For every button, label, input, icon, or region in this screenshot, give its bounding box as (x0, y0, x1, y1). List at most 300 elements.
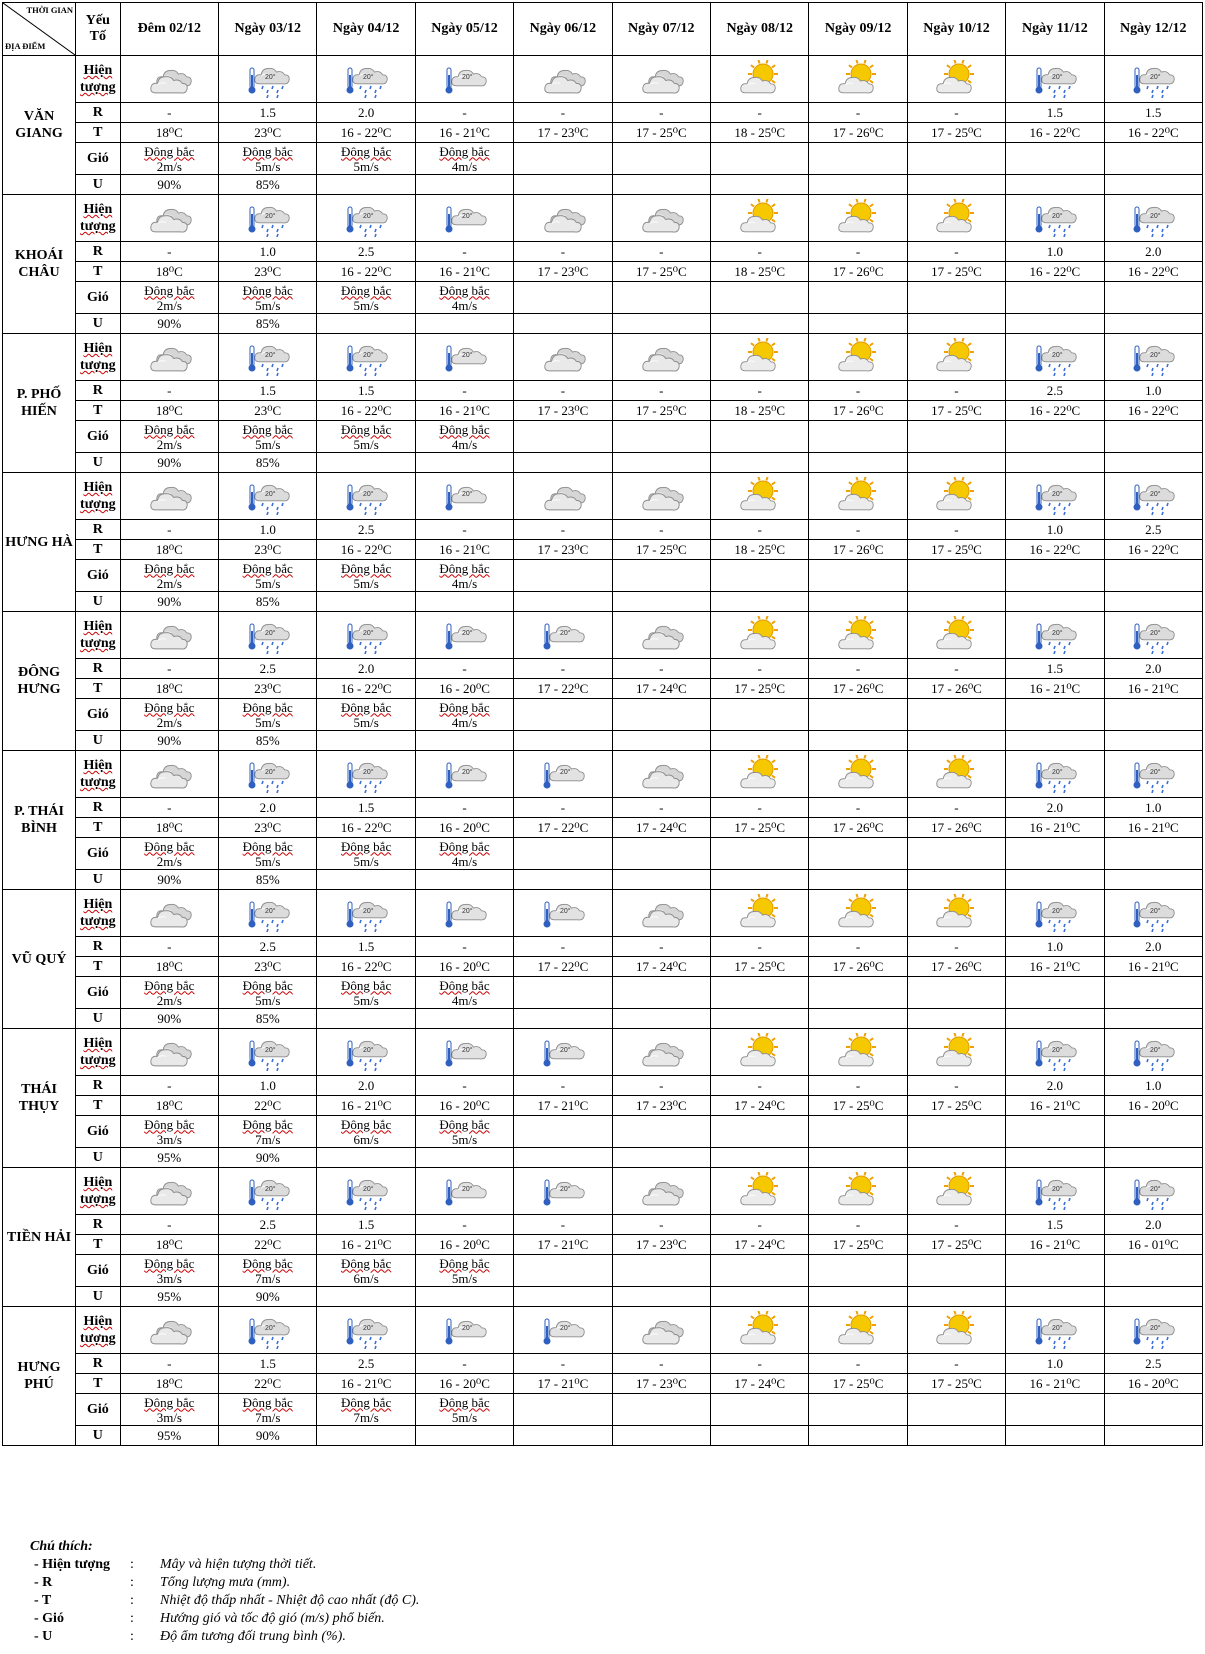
wind-speed: 5m/s (353, 297, 379, 313)
humidity-value (514, 731, 612, 751)
factor-label-wind: Gió (76, 1116, 121, 1148)
weather-cell (1006, 56, 1104, 103)
weather-cell (1006, 1029, 1104, 1076)
weather-cell (514, 751, 612, 798)
wind-value (219, 977, 317, 1009)
wind-speed: 3m/s (156, 1409, 182, 1425)
weather-cell (415, 56, 513, 103)
wind-direction: Đông bắc (341, 977, 392, 993)
rain-value: - (809, 381, 907, 401)
temperature-value: 16 - 21⁰C (1104, 679, 1202, 699)
location-row-temperature (3, 1374, 1203, 1394)
location-row-humidity (3, 731, 1203, 751)
date-header: Ngày 09/12 (809, 3, 907, 56)
svg-text:20°: 20° (1150, 630, 1161, 637)
wind-value (514, 838, 612, 870)
location-row-rain (3, 1076, 1203, 1096)
wind-speed: 6m/s (353, 1270, 379, 1286)
rain-value: - (711, 1215, 809, 1235)
cloudy-icon (540, 477, 586, 515)
wind-speed: 4m/s (451, 575, 478, 591)
factor-label-humidity: U (76, 731, 121, 751)
weather-cell (514, 890, 612, 937)
thermometer-cloud-icon (442, 1033, 488, 1071)
weather-cell (907, 1168, 1005, 1215)
temperature-value: 17 - 26⁰C (809, 540, 907, 560)
temperature-value: 18⁰C (120, 957, 218, 977)
thermometer-cloud-icon (540, 1172, 586, 1210)
sun-cloud-icon (737, 616, 783, 654)
wind-value (711, 977, 809, 1009)
humidity-value (514, 453, 612, 473)
legend-item (30, 1592, 419, 1610)
factor-label-humidity: U (76, 314, 121, 334)
svg-text:20°: 20° (1051, 1325, 1063, 1332)
svg-text:20°: 20° (264, 1186, 276, 1193)
rain-value: 1.0 (1104, 1076, 1202, 1096)
humidity-value: 90% (120, 592, 218, 612)
wind-value (907, 1394, 1005, 1426)
rain-value: - (415, 242, 513, 262)
factor-label-wind: Gió (76, 421, 121, 453)
cloudy-icon (146, 1311, 192, 1349)
rain-value: 1.5 (317, 798, 415, 818)
svg-text:20°: 20° (559, 630, 571, 637)
sun-cloud-icon (835, 616, 881, 654)
rain-value: 1.0 (219, 242, 317, 262)
wind-value (1006, 560, 1104, 592)
wind-value (120, 421, 218, 453)
wind-speed: 4m/s (451, 436, 478, 452)
wind-direction: Đông bắc (144, 1394, 195, 1410)
weather-cell (415, 473, 513, 520)
wind-value (612, 838, 710, 870)
svg-text:20°: 20° (363, 213, 374, 220)
rain-value: - (711, 1354, 809, 1374)
svg-text:20°: 20° (363, 769, 374, 776)
svg-text:20°: 20° (264, 908, 276, 915)
svg-text:20°: 20° (264, 769, 276, 776)
wind-direction: Đông bắc (439, 1255, 490, 1271)
weather-cell (1104, 334, 1202, 381)
temperature-value: 17 - 24⁰C (612, 679, 710, 699)
rain-value: 2.0 (1104, 1215, 1202, 1235)
wind-value (612, 1255, 710, 1287)
rain-value: - (907, 381, 1005, 401)
temperature-value: 16 - 21⁰C (415, 123, 513, 143)
rain-value: - (809, 659, 907, 679)
weather-cell (514, 473, 612, 520)
wind-value (907, 143, 1005, 175)
rain-value: 2.5 (219, 659, 317, 679)
factor-label-temperature: T (76, 679, 121, 699)
rain-value: 2.5 (219, 937, 317, 957)
rain-value: - (120, 1076, 218, 1096)
humidity-value (415, 592, 513, 612)
humidity-value (1006, 314, 1104, 334)
wind-value (514, 1116, 612, 1148)
humidity-value (612, 314, 710, 334)
thermometer-cloud-icon (442, 894, 488, 932)
humidity-value: 95% (120, 1148, 218, 1168)
svg-text:20°: 20° (1051, 213, 1063, 220)
factor-label-temperature: T (76, 1096, 121, 1116)
thermometer-cloud-icon (540, 1311, 586, 1349)
weather-cell (809, 1029, 907, 1076)
rain-value: - (415, 520, 513, 540)
wind-value (809, 977, 907, 1009)
legend-key: - U (34, 1629, 53, 1644)
wind-value (612, 1116, 710, 1148)
temperature-value: 17 - 26⁰C (809, 679, 907, 699)
rain-value: - (514, 937, 612, 957)
temperature-value: 17 - 23⁰C (514, 262, 612, 282)
weather-cell (219, 334, 317, 381)
temperature-value: 16 - 21⁰C (415, 262, 513, 282)
sun-cloud-icon (933, 338, 979, 376)
svg-text:20°: 20° (1051, 1047, 1063, 1054)
humidity-value (612, 731, 710, 751)
rain-thermometer-icon (245, 616, 291, 654)
temperature-value: 17 - 23⁰C (612, 1096, 710, 1116)
rain-thermometer-icon (245, 477, 291, 515)
location-row-rain (3, 242, 1203, 262)
humidity-value (317, 314, 415, 334)
location-row-phenomenon (3, 1168, 1203, 1215)
temperature-value: 18⁰C (120, 540, 218, 560)
wind-direction: Đông bắc (144, 421, 195, 437)
humidity-value (1104, 1287, 1202, 1307)
humidity-value (1006, 1009, 1104, 1029)
humidity-value (809, 453, 907, 473)
wind-value (120, 282, 218, 314)
wind-value (514, 699, 612, 731)
humidity-value (711, 1148, 809, 1168)
location-row-phenomenon (3, 473, 1203, 520)
humidity-value (711, 870, 809, 890)
location-row-humidity (3, 314, 1203, 334)
rain-thermometer-icon (343, 338, 389, 376)
temperature-value: 16 - 21⁰C (317, 1096, 415, 1116)
rain-value: - (612, 1354, 710, 1374)
svg-text:20°: 20° (1150, 74, 1161, 81)
svg-text:20°: 20° (1150, 352, 1161, 359)
temperature-value: 17 - 25⁰C (907, 1235, 1005, 1255)
location-row-wind (3, 838, 1203, 870)
temperature-value: 18 - 25⁰C (711, 540, 809, 560)
temperature-value: 18⁰C (120, 679, 218, 699)
temperature-value: 16 - 22⁰C (317, 123, 415, 143)
humidity-value (317, 1426, 415, 1446)
date-header: Ngày 06/12 (514, 3, 612, 56)
weather-cell (907, 612, 1005, 659)
svg-text:20°: 20° (264, 491, 276, 498)
wind-value (219, 838, 317, 870)
weather-cell (317, 1168, 415, 1215)
humidity-value: 90% (120, 731, 218, 751)
wind-value (1104, 977, 1202, 1009)
wind-direction: Đông bắc (144, 143, 195, 159)
wind-speed: 2m/s (156, 853, 182, 869)
humidity-value (711, 453, 809, 473)
temperature-value: 17 - 25⁰C (711, 679, 809, 699)
humidity-value: 90% (120, 314, 218, 334)
svg-text:20°: 20° (1150, 1186, 1161, 1193)
rain-value: - (809, 798, 907, 818)
date-header: Đêm 02/12 (120, 3, 218, 56)
rain-thermometer-icon (1032, 1311, 1078, 1349)
wind-value (907, 1116, 1005, 1148)
rain-thermometer-icon (245, 1033, 291, 1071)
factor-label-rain: R (76, 1076, 121, 1096)
rain-thermometer-icon (1032, 1033, 1078, 1071)
factor-label-rain: R (76, 103, 121, 123)
factor-header: Yếu Tố (76, 3, 121, 56)
humidity-value (1104, 453, 1202, 473)
humidity-value (612, 870, 710, 890)
wind-value (317, 1394, 415, 1426)
sun-cloud-icon (933, 199, 979, 237)
sun-cloud-icon (835, 338, 881, 376)
sun-cloud-icon (835, 199, 881, 237)
wind-value (1006, 282, 1104, 314)
legend-separator: : (130, 1593, 134, 1608)
rain-value: - (907, 103, 1005, 123)
temperature-value: 17 - 25⁰C (711, 957, 809, 977)
rain-value: - (120, 242, 218, 262)
rain-value: - (514, 103, 612, 123)
weather-cell (612, 195, 710, 242)
wind-value (514, 977, 612, 1009)
weather-cell (907, 473, 1005, 520)
temperature-value: 17 - 26⁰C (809, 957, 907, 977)
weather-cell (317, 473, 415, 520)
wind-value (120, 560, 218, 592)
rain-value: 1.5 (1006, 659, 1104, 679)
cloudy-icon (146, 755, 192, 793)
legend-key: - R (34, 1575, 53, 1590)
wind-value (415, 560, 513, 592)
wind-value (612, 977, 710, 1009)
rain-value: 2.0 (317, 659, 415, 679)
wind-value (317, 1116, 415, 1148)
weather-cell (907, 1307, 1005, 1354)
temperature-value: 17 - 23⁰C (612, 1374, 710, 1394)
humidity-value (809, 314, 907, 334)
rain-value: - (514, 659, 612, 679)
rain-thermometer-icon (245, 755, 291, 793)
svg-text:20°: 20° (363, 908, 374, 915)
humidity-value (1006, 1426, 1104, 1446)
humidity-value (1104, 592, 1202, 612)
humidity-value (907, 1148, 1005, 1168)
wind-direction: Đông bắc (439, 143, 490, 159)
temperature-value: 17 - 25⁰C (907, 262, 1005, 282)
rain-thermometer-icon (1032, 60, 1078, 98)
humidity-value: 90% (219, 1148, 317, 1168)
humidity-value (415, 1287, 513, 1307)
factor-label-phenomenon: Hiện tượng (76, 195, 121, 242)
humidity-value (514, 1287, 612, 1307)
wind-speed: 5m/s (353, 714, 379, 730)
location-row-temperature (3, 1235, 1203, 1255)
wind-speed: 7m/s (255, 1270, 281, 1286)
wind-value (120, 1116, 218, 1148)
wind-direction: Đông bắc (341, 560, 392, 576)
cloudy-icon (146, 338, 192, 376)
humidity-value (415, 731, 513, 751)
rain-thermometer-icon (1130, 894, 1176, 932)
date-header: Ngày 11/12 (1006, 3, 1104, 56)
humidity-value (907, 314, 1005, 334)
cloudy-icon (638, 477, 684, 515)
rain-thermometer-icon (1130, 616, 1176, 654)
weather-cell (1006, 890, 1104, 937)
temperature-value: 16 - 22⁰C (317, 540, 415, 560)
legend-description: Nhiệt độ thấp nhất - Nhiệt độ cao nhất (độ C). (160, 1593, 420, 1608)
svg-text:20°: 20° (363, 630, 374, 637)
rain-value: - (809, 1215, 907, 1235)
location-row-humidity (3, 1287, 1203, 1307)
rain-thermometer-icon (245, 894, 291, 932)
rain-value: 1.5 (219, 381, 317, 401)
weather-cell (907, 195, 1005, 242)
weather-cell (219, 56, 317, 103)
wind-value (1104, 1255, 1202, 1287)
temperature-value: 16 - 20⁰C (1104, 1096, 1202, 1116)
rain-value: 2.0 (1104, 937, 1202, 957)
wind-speed: 5m/s (255, 992, 281, 1008)
rain-value: 2.0 (219, 798, 317, 818)
weather-cell (219, 890, 317, 937)
temperature-value: 22⁰C (219, 1235, 317, 1255)
wind-direction: Đông bắc (439, 977, 490, 993)
rain-value: - (711, 937, 809, 957)
wind-direction: Đông bắc (242, 1116, 293, 1132)
location-row-phenomenon (3, 890, 1203, 937)
wind-value (711, 699, 809, 731)
wind-speed: 5m/s (353, 853, 379, 869)
weather-cell (317, 751, 415, 798)
factor-label-wind: Gió (76, 560, 121, 592)
wind-direction: Đông bắc (341, 1394, 392, 1410)
rain-value: 1.0 (1104, 381, 1202, 401)
location-row-phenomenon (3, 612, 1203, 659)
forecast-document (0, 2, 1205, 1654)
location-row-wind (3, 977, 1203, 1009)
wind-speed: 2m/s (156, 714, 182, 730)
humidity-value: 90% (219, 1287, 317, 1307)
humidity-value (612, 1287, 710, 1307)
rain-value: 1.0 (1104, 798, 1202, 818)
location-row-humidity (3, 870, 1203, 890)
wind-value (907, 282, 1005, 314)
location-row-phenomenon (3, 56, 1203, 103)
temperature-value: 16 - 21⁰C (317, 1235, 415, 1255)
humidity-value (415, 1148, 513, 1168)
location-row-rain (3, 798, 1203, 818)
temperature-value: 17 - 26⁰C (809, 401, 907, 421)
humidity-value (415, 1009, 513, 1029)
factor-label-phenomenon: Hiện tượng (76, 890, 121, 937)
rain-value: - (120, 103, 218, 123)
wind-value (809, 143, 907, 175)
weather-cell (120, 473, 218, 520)
location-row-humidity (3, 453, 1203, 473)
rain-value: - (907, 520, 1005, 540)
location-row-temperature (3, 401, 1203, 421)
weather-cell (415, 612, 513, 659)
weather-cell (120, 1307, 218, 1354)
humidity-value (809, 1009, 907, 1029)
temperature-value: 16 - 20⁰C (415, 1235, 513, 1255)
rain-value: - (711, 1076, 809, 1096)
temperature-value: 16 - 22⁰C (317, 262, 415, 282)
rain-value: - (711, 520, 809, 540)
wind-value (711, 1116, 809, 1148)
date-header: Ngày 07/12 (612, 3, 710, 56)
temperature-value: 17 - 24⁰C (612, 957, 710, 977)
weather-cell (514, 612, 612, 659)
wind-value (219, 1255, 317, 1287)
temperature-value: 17 - 26⁰C (809, 262, 907, 282)
factor-label-phenomenon: Hiện tượng (76, 334, 121, 381)
location-row-phenomenon (3, 751, 1203, 798)
temperature-value: 23⁰C (219, 401, 317, 421)
wind-value (514, 143, 612, 175)
wind-value (317, 282, 415, 314)
rain-thermometer-icon (343, 199, 389, 237)
wind-direction: Đông bắc (144, 977, 195, 993)
weather-cell (219, 195, 317, 242)
temperature-value: 16 - 22⁰C (1104, 262, 1202, 282)
temperature-value: 23⁰C (219, 540, 317, 560)
wind-value (612, 560, 710, 592)
wind-direction: Đông bắc (144, 838, 195, 854)
wind-speed: 5m/s (255, 436, 281, 452)
temperature-value: 17 - 25⁰C (907, 401, 1005, 421)
rain-value: - (907, 242, 1005, 262)
rain-value: - (415, 1076, 513, 1096)
factor-label-temperature: T (76, 1235, 121, 1255)
rain-thermometer-icon (343, 894, 389, 932)
rain-value: 1.5 (219, 103, 317, 123)
temperature-value: 16 - 22⁰C (317, 401, 415, 421)
svg-text:20°: 20° (264, 213, 276, 220)
rain-thermometer-icon (1032, 338, 1078, 376)
wind-speed: 7m/s (255, 1409, 281, 1425)
svg-text:20°: 20° (363, 1047, 374, 1054)
temperature-value: 17 - 25⁰C (711, 818, 809, 838)
wind-value (514, 1394, 612, 1426)
weather-cell (907, 1029, 1005, 1076)
weather-cell (612, 612, 710, 659)
humidity-value (612, 453, 710, 473)
cloudy-icon (540, 60, 586, 98)
weather-cell (1104, 612, 1202, 659)
temperature-value: 17 - 22⁰C (514, 679, 612, 699)
wind-speed: 4m/s (451, 297, 478, 313)
weather-cell (1104, 1307, 1202, 1354)
humidity-value (1104, 1009, 1202, 1029)
wind-value (1006, 143, 1104, 175)
humidity-value (907, 1287, 1005, 1307)
rain-value: - (612, 1076, 710, 1096)
humidity-value (514, 1009, 612, 1029)
rain-value: - (514, 1354, 612, 1374)
location-name: TIỀN HẢI (3, 1168, 76, 1307)
rain-value: - (514, 1215, 612, 1235)
